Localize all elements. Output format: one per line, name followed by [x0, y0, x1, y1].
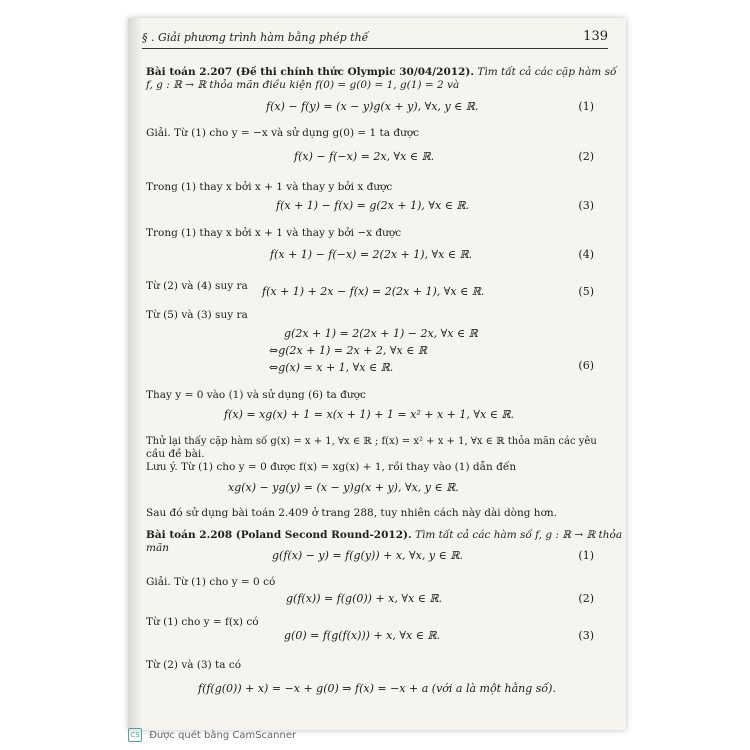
p2-eq1: g(f(x) − y) = f(g(y)) + x, ∀x, y ∈ ℝ.: [272, 549, 463, 562]
p1-step3: Trong (1) thay x bởi x + 1 và thay y bởi x được: [146, 181, 393, 193]
p1-step5: Từ (2) và (4) suy ra: [146, 280, 248, 292]
p2-eq3-number: (3): [578, 629, 594, 642]
p1-eq1-number: (1): [578, 100, 594, 113]
page-header: [142, 28, 608, 49]
p1-note-end: Sau đó sử dụng bài toán 2.409 ở trang 288, tuy nhiên cách này dài dòng hơn.: [146, 507, 557, 519]
problem-1-statement-a: Tìm tất cả các cặp hàm số: [477, 66, 617, 78]
p2-eq2: g(f(x)) = f(g(0)) + x, ∀x ∈ ℝ.: [286, 592, 442, 605]
p2-eq4: f(f(g(0)) + x) = −x + g(0) ⇒ f(x) = −x + a (với a là một hằng số).: [198, 682, 556, 695]
p1-eq6b: ⇔g(2x + 1) = 2x + 2, ∀x ∈ ℝ: [269, 344, 427, 357]
p1-note: Lưu ý. Từ (1) cho y = 0 được f(x) = xg(x) + 1, rồi thay vào (1) dẫn đến: [146, 461, 517, 473]
chapter-title: § . Giải phương trình hàm bằng phép thế: [142, 31, 369, 44]
p2-eq2-number: (2): [578, 592, 594, 605]
problem-2-heading: [146, 529, 623, 542]
p1-eq8: xg(x) − yg(y) = (x − y)g(x + y), ∀x, y ∈ ℝ.: [228, 481, 459, 494]
problem-1-statement-b: f, g : ℝ → ℝ thỏa mãn điều kiện f(0) = g(0) = 1, g(1) = 2 và: [146, 79, 460, 91]
p1-step7: Thay y = 0 vào (1) và sử dụng (6) ta được: [146, 389, 366, 401]
problem-1-heading: [146, 66, 617, 79]
page-number: 139: [583, 29, 608, 44]
book-page: [128, 18, 626, 730]
p1-eq4: f(x + 1) − f(−x) = 2(2x + 1), ∀x ∈ ℝ.: [270, 248, 473, 261]
p2-step3: Từ (1) cho y = f(x) có: [146, 616, 259, 628]
p1-eq3-number: (3): [578, 199, 594, 212]
camscanner-logo: CS: [128, 728, 142, 742]
p1-solution-intro: Giải. Từ (1) cho y = −x và sử dụng g(0) = 1 ta được: [146, 127, 420, 139]
p1-eq1: f(x) − f(y) = (x − y)g(x + y), ∀x, y ∈ ℝ.: [266, 100, 479, 113]
p2-step4: Từ (2) và (3) ta có: [146, 659, 242, 671]
problem-2-statement-a: Tìm tất cả các hàm số f, g : ℝ → ℝ thỏa: [415, 529, 623, 541]
p1-eq7: f(x) = xg(x) + 1 = x(x + 1) + 1 = x² + x + 1, ∀x ∈ ℝ.: [224, 408, 514, 421]
p1-eq5: f(x + 1) + 2x − f(x) = 2(2x + 1), ∀x ∈ ℝ.: [262, 285, 485, 298]
p2-eq3: g(0) = f(g(f(x))) + x, ∀x ∈ ℝ.: [284, 629, 440, 642]
p2-solution-intro: Giải. Từ (1) cho y = 0 có: [146, 576, 276, 588]
p1-eq4-number: (4): [578, 248, 594, 261]
p1-step6: Từ (5) và (3) suy ra: [146, 309, 248, 321]
p1-eq5-number: (5): [578, 285, 594, 298]
problem-1-title: Bài toán 2.207 (Đề thi chính thức Olympic 30/04/2012).: [146, 66, 474, 78]
problem-2-statement-b: mãn: [146, 542, 169, 554]
p1-eq6a: g(2x + 1) = 2(2x + 1) − 2x, ∀x ∈ ℝ: [284, 327, 478, 340]
p1-step4: Trong (1) thay x bởi x + 1 và thay y bởi −x được: [146, 227, 402, 239]
p1-check-a: Thử lại thấy cặp hàm số g(x) = x + 1, ∀x ∈ ℝ ; f(x) = x² + x + 1, ∀x ∈ ℝ thỏa mãn các yêu: [146, 436, 597, 447]
problem-2-title: Bài toán 2.208 (Poland Second Round-2012).: [146, 529, 412, 541]
p1-check-b: cầu đề bài.: [146, 448, 205, 460]
p1-eq6c: ⇔g(x) = x + 1, ∀x ∈ ℝ.: [269, 361, 394, 374]
p1-eq3: f(x + 1) − f(x) = g(2x + 1), ∀x ∈ ℝ.: [276, 199, 469, 212]
scanner-footer: [128, 728, 626, 742]
p1-eq2-number: (2): [578, 150, 594, 163]
p1-eq2: f(x) − f(−x) = 2x, ∀x ∈ ℝ.: [294, 150, 435, 163]
scanner-text: Được quét bằng CamScanner: [149, 730, 297, 741]
p2-eq1-number: (1): [578, 549, 594, 562]
p1-eq6-number: (6): [578, 359, 594, 372]
